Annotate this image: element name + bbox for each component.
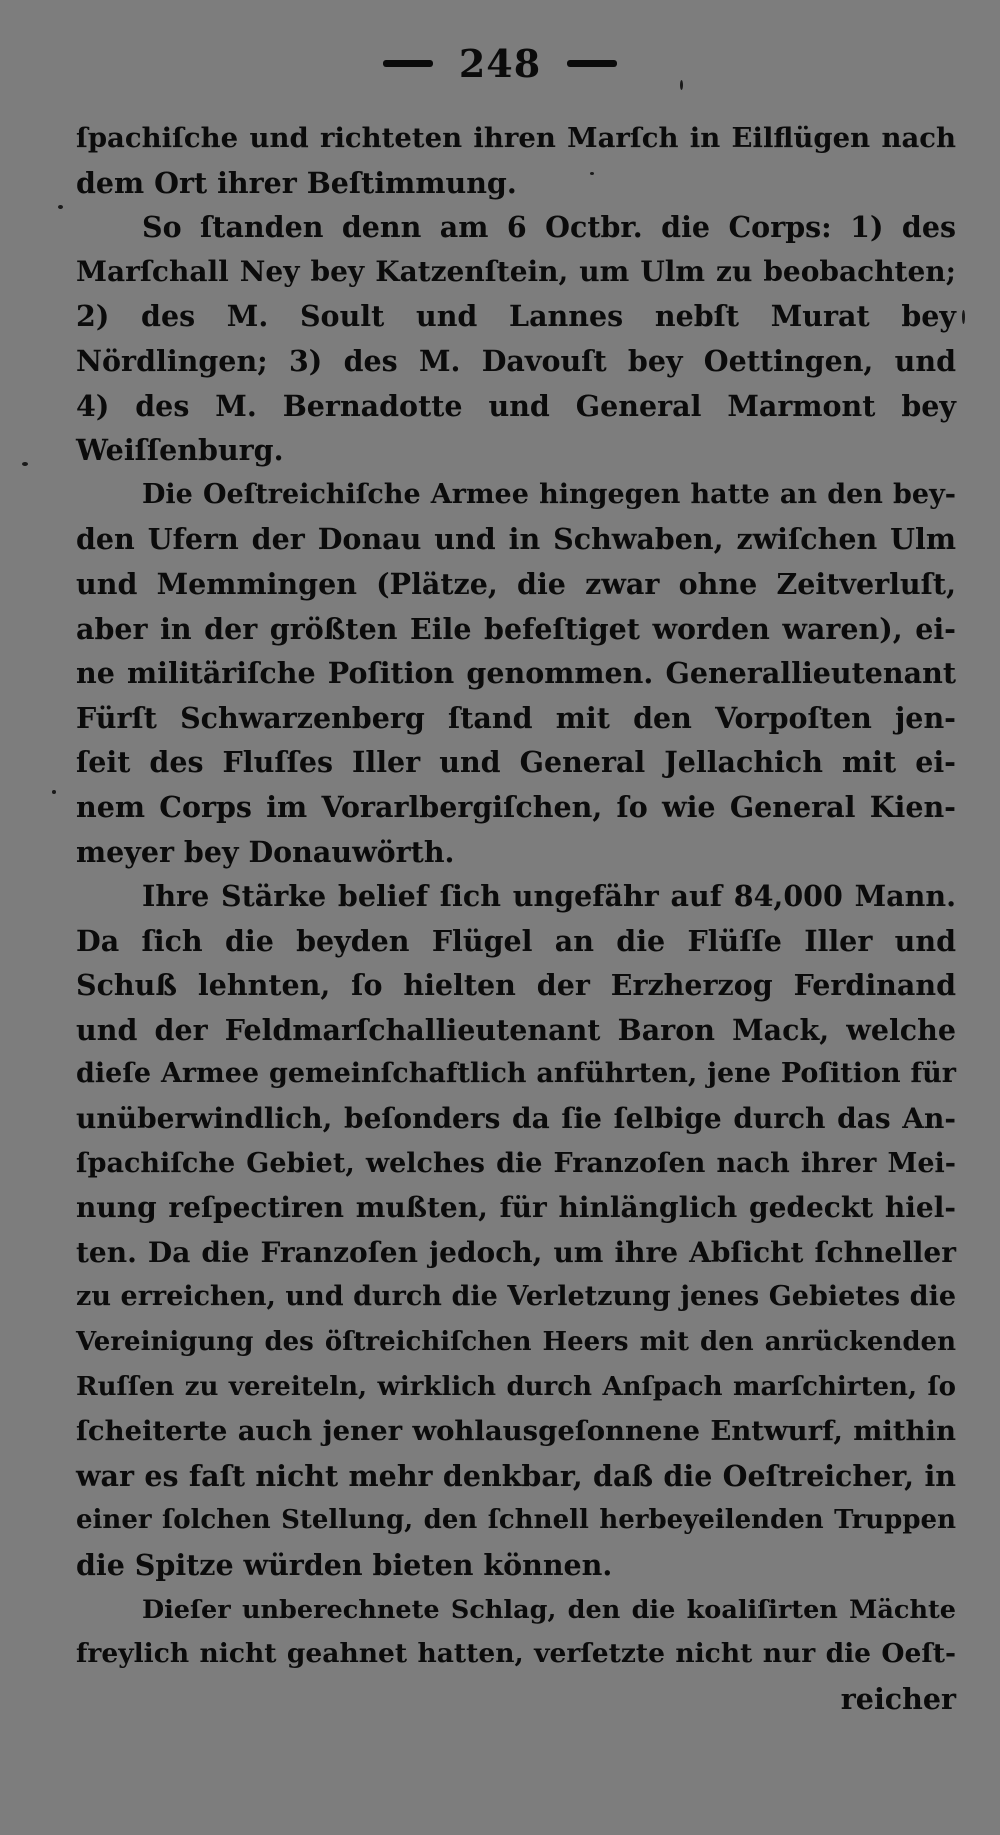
body-text: [76, 116, 956, 1721]
scan-speck: [590, 172, 594, 175]
page-number: 248: [458, 40, 542, 86]
text-line: ſpachiſche und richteten ihren Marſch in Eilflügen nach: [76, 122, 956, 154]
text-line: ten. Da die Franzoſen jedoch, um ihre Abſicht ſchneller: [76, 1235, 956, 1269]
text-line: Schuß lehnten, ſo hielten der Erzherzog Ferdinand: [76, 968, 956, 1003]
scan-speck: [962, 310, 965, 324]
text-line: Ruſſen zu vereiteln, wirklich durch Anſpach marſchirten, ſo: [76, 1371, 956, 1402]
text-line: nem Corps im Vorarlbergiſchen, ſo wie General Kien-: [76, 789, 956, 824]
text-line: Ihre Stärke belief ſich ungefähr auf 84,000 Mann.: [142, 879, 956, 914]
text-line: Dieſer unberechnete Schlag, den die koaliſirten Mächte: [142, 1594, 956, 1625]
text-line: freylich nicht geahnet hatten, verſetzte nicht nur die Oeſt-: [76, 1638, 956, 1670]
text-line: nung reſpectiren mußten, für hinlänglich gedeckt hiel-: [76, 1191, 956, 1225]
text-line: und Memmingen (Plätze, die zwar ohne Zeitverluſt,: [76, 566, 956, 601]
text-line: Die Oeſtreichiſche Armee hingegen hatte an den bey-: [142, 478, 956, 510]
scan-speck: [22, 462, 28, 466]
scan-speck: [680, 80, 683, 90]
text-line: Da ſich die beyden Flügel an die Flüſſe Iller und: [76, 923, 956, 958]
text-line: Fürſt Schwarzenberg ſtand mit den Vorpoſten jen-: [76, 700, 956, 735]
text-line: zu erreichen, und durch die Verletzung jenes Gebietes die: [76, 1281, 956, 1313]
text-line: dem Ort ihrer Beſtimmung.: [76, 165, 517, 200]
scan-speck: [58, 205, 63, 209]
text-line: ſcheiterte auch jener wohlausgeſonnene Entwurf, mithin: [76, 1415, 956, 1448]
text-line: ſpachiſche Gebiet, welches die Franzoſen nach ihrer Mei-: [76, 1147, 956, 1179]
page-header: [0, 38, 1000, 88]
text-line: 2) des M. Soult und Lannes nebſt Murat bey: [76, 299, 956, 334]
text-line: So ſtanden denn am 6 Octbr. die Corps: 1) des: [142, 210, 956, 245]
text-line: unüberwindlich, beſonders da ſie ſelbige durch das An-: [76, 1102, 956, 1136]
text-line: Weiſſenburg.: [76, 433, 284, 468]
text-line: Nördlingen; 3) des M. Davouſt bey Oettingen, und: [76, 343, 956, 378]
text-line: den Ufern der Donau und in Schwaben, zwiſchen Ulm: [76, 522, 956, 557]
text-line: einer ſolchen Stellung, den ſchnell herbeyeilenden Truppen: [76, 1505, 956, 1536]
text-line: und der Feldmarſchallieutenant Baron Mack, welche: [76, 1012, 956, 1047]
text-line: 4) des M. Bernadotte und General Marmont bey: [76, 388, 956, 423]
text-line: ſeit des Fluſſes Iller und General Jellachich mit ei-: [76, 745, 956, 780]
header-dash-right: [567, 60, 617, 67]
text-line: war es faſt nicht mehr denkbar, daß die Oeſtreicher, in: [76, 1458, 956, 1493]
header-dash-left: [383, 60, 433, 67]
text-line: reicher: [840, 1681, 956, 1716]
text-line: Marſchall Ney bey Katzenſtein, um Ulm zu beobachten;: [76, 254, 956, 288]
text-line: aber in der größten Eile befeſtiget worden waren), ei-: [76, 611, 956, 646]
scan-speck: [52, 790, 56, 794]
text-line: Vereinigung des öſtreichiſchen Heers mit den anrückenden: [76, 1327, 956, 1358]
text-line: ne militäriſche Poſition genommen. Generallieutenant: [76, 656, 956, 691]
text-line: die Spitze würden bieten können.: [76, 1548, 613, 1582]
text-line: dieſe Armee gemeinſchaftlich anführten, jene Poſition für: [76, 1058, 956, 1090]
text-line: meyer bey Donauwörth.: [76, 834, 455, 869]
